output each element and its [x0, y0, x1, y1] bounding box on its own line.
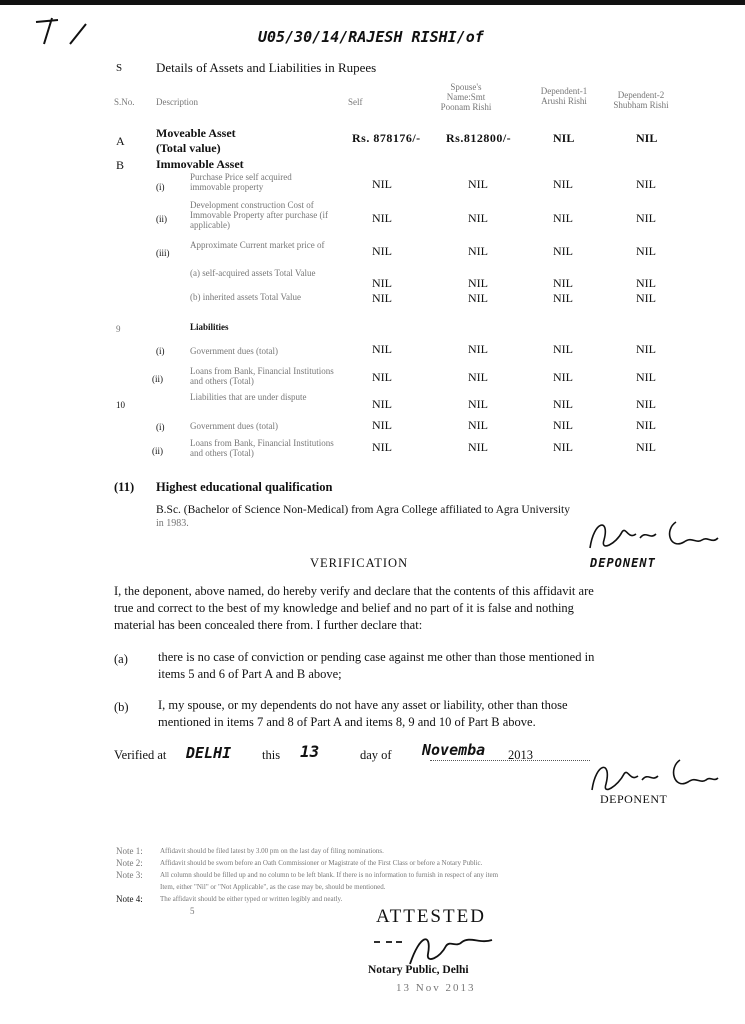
education-number: (11) [114, 480, 135, 494]
row-b4-dependent2: NIL [636, 276, 656, 290]
verification-para1-line3: material has been concealed there from. I further declare that: [114, 618, 423, 632]
row-l1-dependent1: NIL [553, 342, 573, 356]
row-b2-dependent1: NIL [553, 211, 573, 225]
note-1-label: Note 1: [116, 846, 143, 856]
verification-para1-line2: true and correct to the best of my knowledge and belief and no part of it is false and nothing [114, 601, 574, 615]
row-b1-spouse: NIL [468, 177, 488, 191]
stamp-attested: ATTESTED [376, 906, 486, 927]
row-b1-self: NIL [372, 177, 392, 191]
table-title: Details of Assets and Liabilities in Rupees [156, 60, 377, 75]
row-b5-spouse: NIL [468, 291, 488, 305]
row-d0-spouse: NIL [468, 397, 488, 411]
row-l2-dependent1: NIL [553, 370, 573, 384]
row-d2-sno: (ii) [152, 446, 163, 456]
row-d1-description: Government dues (total) [190, 421, 278, 431]
verification-para1-line1: I, the deponent, above named, do hereby verify and declare that the contents of this affidavit are [114, 584, 594, 598]
row-d1-dependent2: NIL [636, 418, 656, 432]
row-d0-self: NIL [372, 397, 392, 411]
row-d1-sno: (i) [156, 422, 165, 432]
row-d0-description: Liabilities that are under dispute [190, 392, 307, 402]
verified-at-label: Verified at [114, 748, 167, 762]
verified-month: Novemba [422, 741, 486, 759]
note-5-text: 5 [190, 906, 195, 916]
row-b2-description: Development construction Cost of Immovable Property after purchase (if applicable) [190, 200, 328, 230]
note-2-text: Affidavit should be sworn before an Oath Commissioner or Magistrate of the First Class or before a Notary Public. [160, 859, 483, 867]
row-l2-sno: (ii) [152, 374, 163, 384]
column-header-description: Description [156, 97, 198, 107]
row-d0-sno: 10 [116, 400, 125, 410]
row-l2-description: Loans from Bank, Financial Institutions and others (Total) [190, 366, 334, 386]
verified-year: 2013 [508, 748, 533, 762]
row-b2-self: NIL [372, 211, 392, 225]
verified-this-label: this [262, 748, 281, 762]
row-d2-self: NIL [372, 440, 392, 454]
clause-a-line2: items 5 and 6 of Part A and B above; [158, 667, 342, 681]
column-header-self: Self [348, 97, 363, 107]
column-header-sno: S.No. [114, 97, 135, 107]
row-l1-self: NIL [372, 342, 392, 356]
handwritten-reference: U05/30/14/RAJESH RISHI/of [258, 28, 484, 46]
row-b3-spouse: NIL [468, 244, 488, 258]
clause-b-label: (b) [114, 700, 129, 714]
row-b3-dependent2: NIL [636, 244, 656, 258]
row-b2-dependent2: NIL [636, 211, 656, 225]
row-d2-dependent2: NIL [636, 440, 656, 454]
deponent-label-2: DEPONENT [600, 792, 668, 806]
row-l2-spouse: NIL [468, 370, 488, 384]
row-b5-dependent2: NIL [636, 291, 656, 305]
row-b1-sno: (i) [156, 182, 165, 192]
stamp-notary: Notary Public, Delhi [368, 964, 469, 976]
row-l2-dependent2: NIL [636, 370, 656, 384]
column-header-dependent1: Dependent-1 Arushi Rishi [540, 86, 588, 106]
row-l1-sno: (i) [156, 346, 165, 356]
deponent-label-1: DEPONENT [590, 556, 656, 570]
row-b2-spouse: NIL [468, 211, 488, 225]
clause-b-line2: mentioned in items 7 and 8 of Part A and items 8, 9 and 10 of Part B above. [158, 715, 536, 729]
note-3-label: Note 3: [116, 870, 143, 880]
clause-a-line1: there is no case of conviction or pending case against me other than those mentioned in [158, 650, 595, 664]
scan-top-edge [0, 0, 745, 5]
clause-a-label: (a) [114, 652, 128, 666]
row-b1-dependent1: NIL [553, 177, 573, 191]
row-b4-self: NIL [372, 276, 392, 290]
verified-day-of-label: day of [360, 748, 392, 762]
verified-underline [430, 760, 590, 761]
row-a-spouse: Rs.812800/- [446, 131, 512, 145]
row-d1-spouse: NIL [468, 418, 488, 432]
row-l-sno: 9 [116, 324, 121, 334]
row-a-description: Moveable Asset (Total value) [156, 126, 236, 155]
row-d2-dependent1: NIL [553, 440, 573, 454]
row-l1-dependent2: NIL [636, 342, 656, 356]
education-line1: B.Sc. (Bachelor of Science Non-Medical) from Agra College affiliated to Agra University [156, 504, 570, 516]
note-3-text: All column should be filled up and no column to be left blank. If there is no information to furnish in respect of any item [160, 871, 499, 879]
section-letter: S [116, 62, 123, 74]
row-a-sno: A [116, 134, 125, 148]
row-b3-description: Approximate Current market price of [190, 240, 325, 250]
row-b1-dependent2: NIL [636, 177, 656, 191]
row-b5-dependent1: NIL [553, 291, 573, 305]
row-b-description: Immovable Asset [156, 157, 244, 171]
note-2-label: Note 2: [116, 858, 143, 868]
row-b5-self: NIL [372, 291, 392, 305]
column-header-spouse: Spouse's Name:Smt Poonam Rishi [440, 82, 492, 112]
row-b4-description: (a) self-acquired assets Total Value [190, 268, 316, 278]
verified-day: 13 [300, 742, 320, 761]
education-heading: Highest educational qualification [156, 480, 333, 494]
row-l1-spouse: NIL [468, 342, 488, 356]
row-b5-description: (b) inherited assets Total Value [190, 292, 302, 302]
row-l1-description: Government dues (total) [190, 346, 278, 356]
note-3-cont: Item, either "Nil" or "Not Applicable", as the case may be, should be mentioned. [160, 883, 386, 891]
row-b3-sno: (iii) [156, 248, 170, 258]
clause-b-line1: I, my spouse, or my dependents do not have any asset or liability, other than those [158, 698, 568, 712]
row-b2-sno: (ii) [156, 214, 167, 224]
row-d2-spouse: NIL [468, 440, 488, 454]
note-4-label: Note 4: [116, 894, 143, 904]
note-4-text: The affidavit should be either typed or written legibly and neatly. [160, 895, 343, 903]
row-d1-dependent1: NIL [553, 418, 573, 432]
row-d0-dependent1: NIL [553, 397, 573, 411]
row-d0-dependent2: NIL [636, 397, 656, 411]
row-b4-dependent1: NIL [553, 276, 573, 290]
row-b-sno: B [116, 158, 125, 172]
row-a-dependent2: NIL [636, 131, 658, 145]
row-b4-spouse: NIL [468, 276, 488, 290]
stamp-date: 13 Nov 2013 [396, 982, 476, 994]
column-header-dependent2: Dependent-2 Shubham Rishi [613, 90, 669, 110]
verified-place: DELHI [186, 744, 232, 762]
education-line2: in 1983. [156, 518, 189, 529]
row-l-description: Liabilities [190, 322, 229, 332]
note-1-text: Affidavit should be filed latest by 3.00 pm on the last day of filing nominations. [160, 847, 384, 855]
row-b3-dependent1: NIL [553, 244, 573, 258]
verification-heading: VERIFICATION [310, 556, 409, 570]
corner-pen-mark-icon [30, 14, 90, 50]
row-d2-description: Loans from Bank, Financial Institutions and others (Total) [190, 438, 334, 458]
row-a-dependent1: NIL [553, 131, 575, 145]
row-b1-description: Purchase Price self acquired immovable property [190, 172, 292, 192]
row-d1-self: NIL [372, 418, 392, 432]
row-a-self: Rs. 878176/- [352, 131, 421, 145]
deponent-signature-1 [580, 500, 720, 560]
row-b3-self: NIL [372, 244, 392, 258]
row-l2-self: NIL [372, 370, 392, 384]
